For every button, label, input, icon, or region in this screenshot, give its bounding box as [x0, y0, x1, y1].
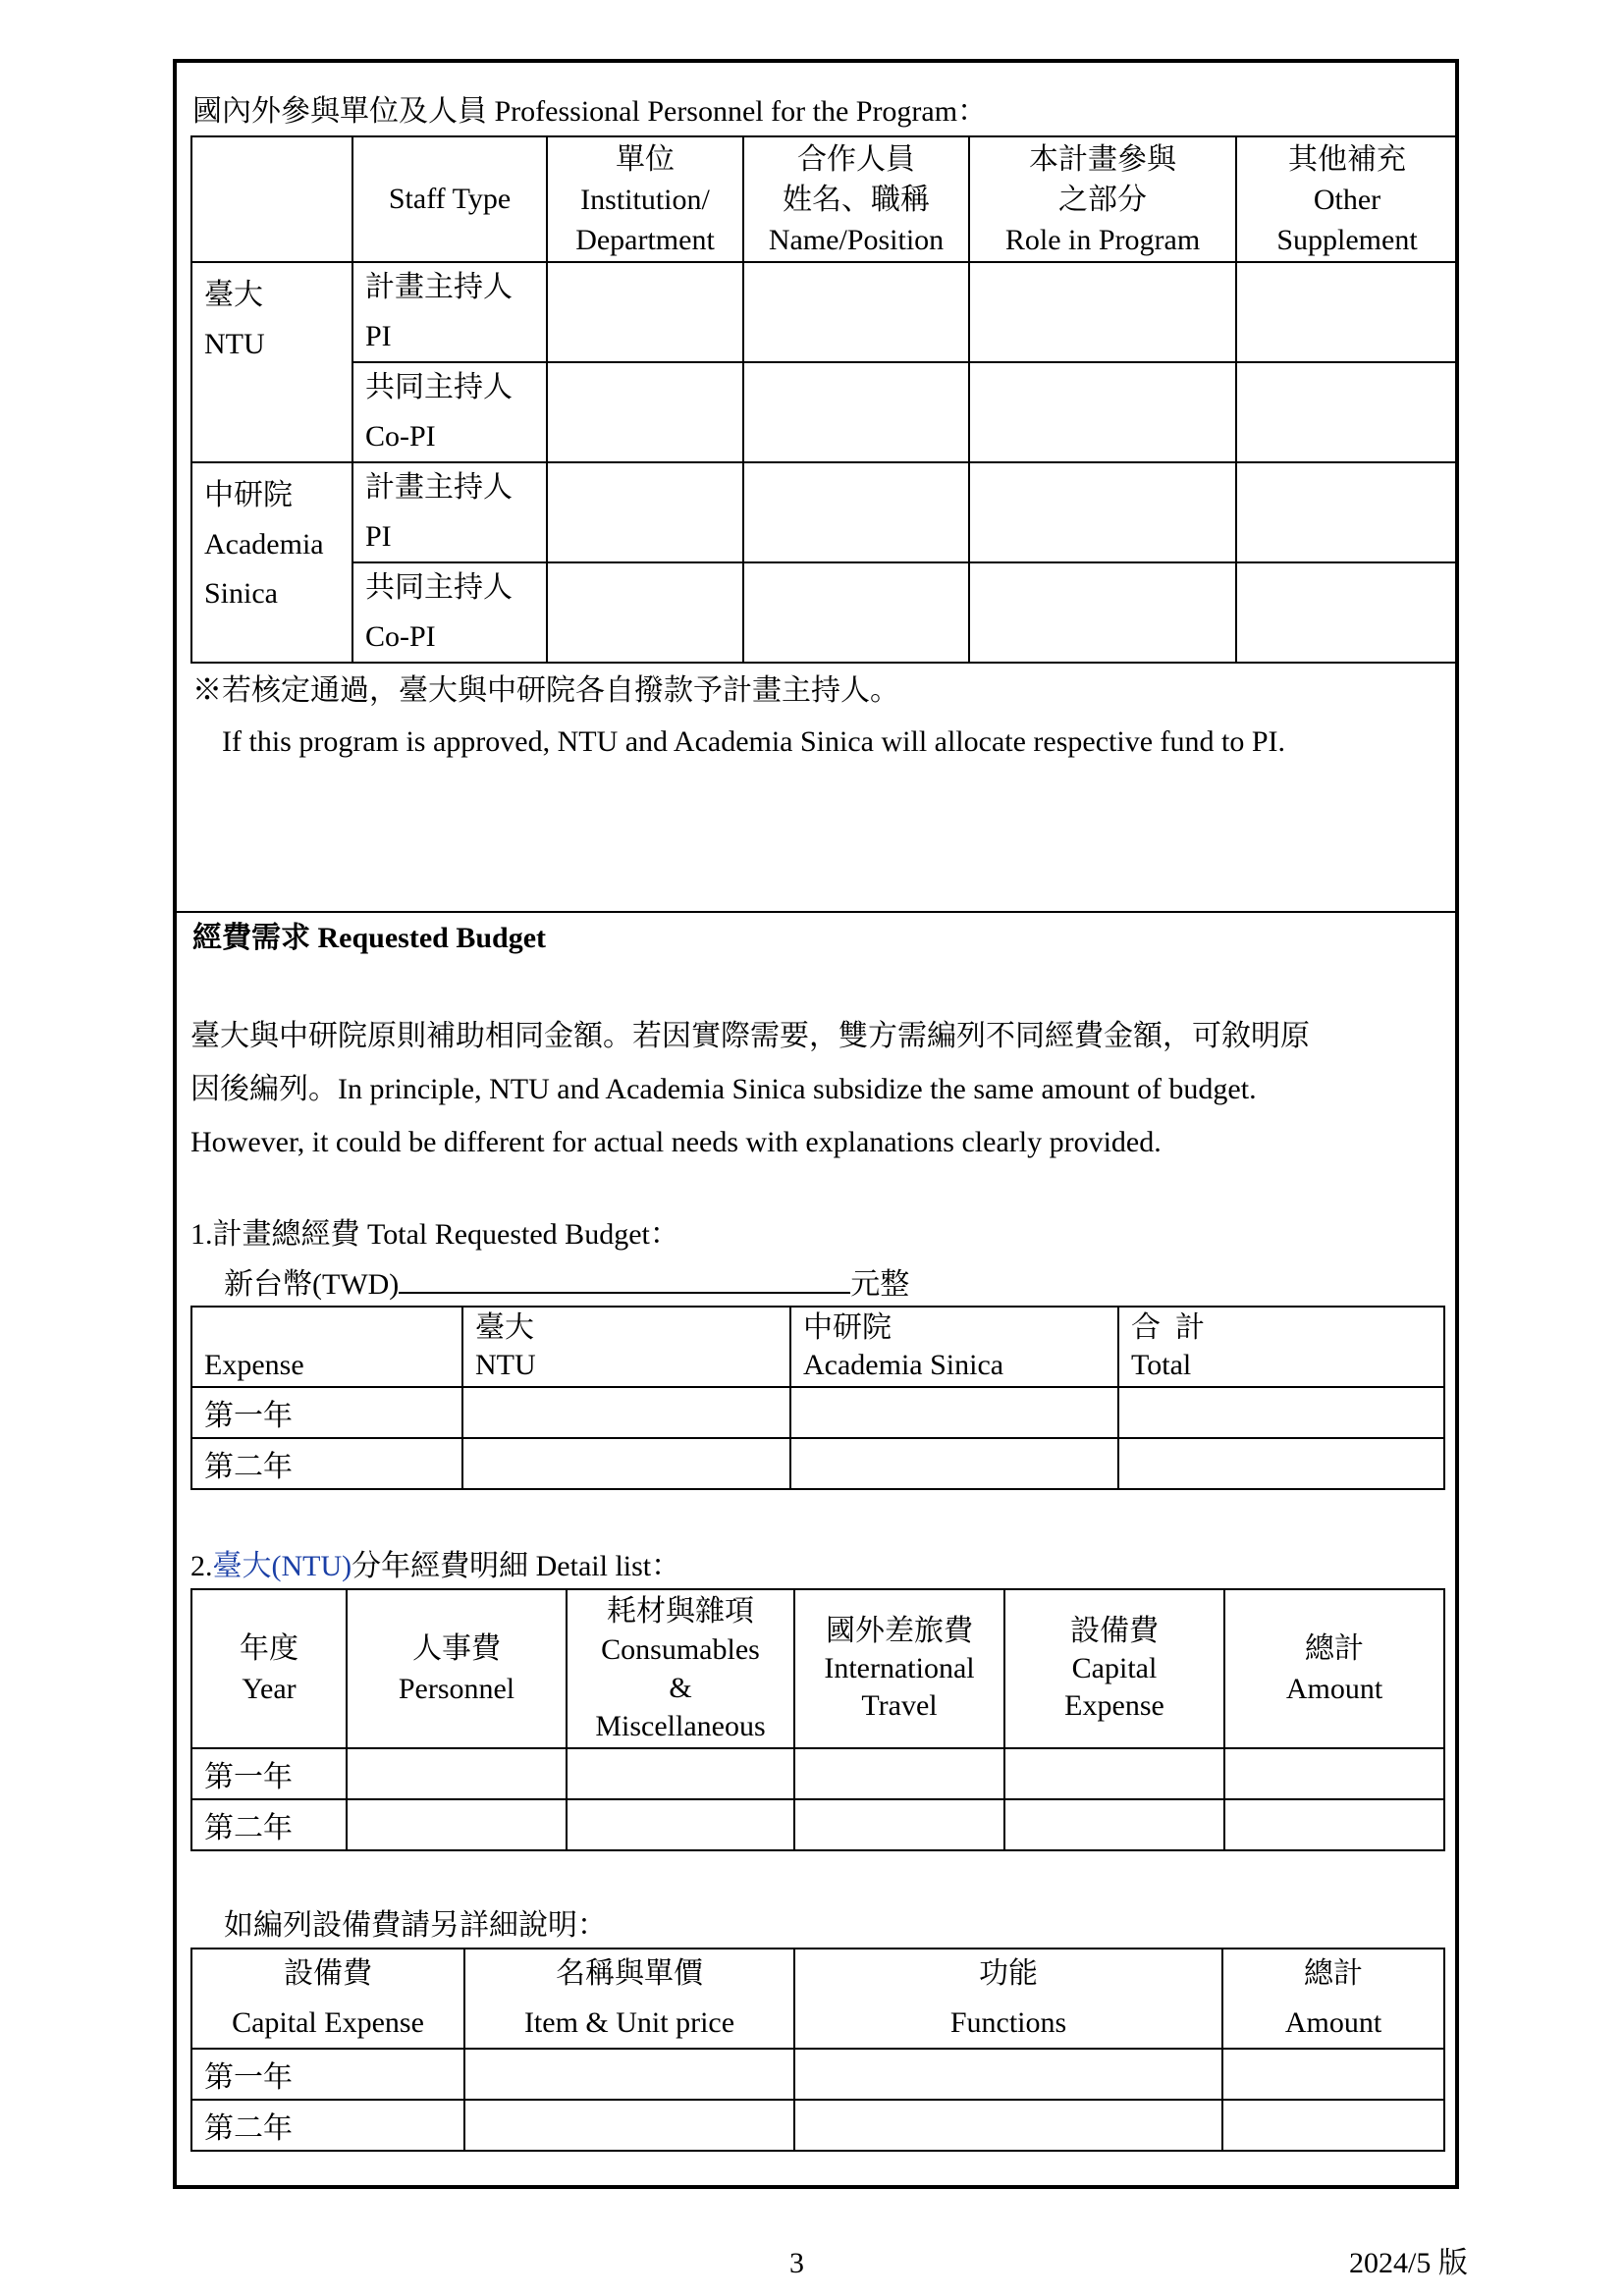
currency-amount-input[interactable] [399, 1264, 850, 1294]
pi-cell: 計畫主持人 PI [352, 462, 547, 562]
staff-type-header: Staff Type [352, 136, 547, 262]
travel-header: 國外差旅費 International Travel [794, 1589, 1004, 1748]
amount-header: 總計 Amount [1224, 1589, 1444, 1748]
other-header: 其他補充 Other Supplement [1236, 136, 1458, 262]
total-budget-title: 1.計畫總經費 Total Requested Budget： [190, 1218, 679, 1251]
page-number: 3 [789, 2247, 804, 2279]
capital-input[interactable] [1004, 1799, 1224, 1850]
currency-label: 新台幣(TWD) [224, 1268, 400, 1301]
role-input[interactable] [969, 262, 1236, 362]
total-amount-input[interactable] [1118, 1387, 1444, 1438]
capital-note: 如編列設備費請另詳細說明： [224, 1909, 607, 1942]
capital-expense-header: 設備費 Capital Expense [191, 1949, 464, 2049]
table-row [191, 2049, 1444, 2100]
functions-input[interactable] [794, 2100, 1222, 2151]
other-input[interactable] [1236, 262, 1458, 362]
pi-cell: 計畫主持人 PI [352, 262, 547, 362]
amount-input[interactable] [1222, 2049, 1444, 2100]
consumables-input[interactable] [567, 1799, 794, 1850]
detail-budget-table [190, 1588, 1445, 1851]
ntu-header: 臺大 NTU [462, 1307, 790, 1387]
institution-input[interactable] [547, 562, 743, 663]
detail-list-title [190, 1547, 680, 1586]
other-input[interactable] [1236, 362, 1458, 462]
role-header: 本計畫參與 之部分 Role in Program [969, 136, 1236, 262]
capital-header: 設備費 Capital Expense [1004, 1589, 1224, 1748]
total-header-row [191, 1307, 1444, 1387]
ntu-amount-input[interactable] [462, 1387, 790, 1438]
budget-heading-en: Requested Budget [317, 922, 547, 954]
version-label: 2024/5 版 [1349, 2247, 1468, 2279]
personnel-header-row [191, 136, 1458, 262]
item-input[interactable] [464, 2049, 794, 2100]
table-row [191, 462, 1458, 562]
table-row [191, 1387, 1444, 1438]
empty-header-cell [191, 136, 352, 262]
role-input[interactable] [969, 362, 1236, 462]
amount-header: 總計 Amount [1222, 1949, 1444, 2049]
name-position-input[interactable] [743, 362, 969, 462]
other-input[interactable] [1236, 562, 1458, 663]
other-input[interactable] [1236, 462, 1458, 562]
budget-paragraph-line3: However, it could be different for actual needs with explanations clearly provided. [190, 1126, 1162, 1158]
institution-header: 單位 Institution/ Department [547, 136, 743, 262]
year-label: 第二年 [191, 1438, 462, 1489]
year-label: 第一年 [191, 2049, 464, 2100]
name-position-input[interactable] [743, 262, 969, 362]
personnel-table [190, 135, 1459, 664]
academia-sinica-header: 中研院 Academia Sinica [790, 1307, 1118, 1387]
total-budget-table [190, 1306, 1445, 1490]
personnel-input[interactable] [347, 1748, 567, 1799]
detail-header-row [191, 1589, 1444, 1748]
table-row [191, 562, 1458, 663]
table-row [191, 1799, 1444, 1850]
ntu-amount-input[interactable] [462, 1438, 790, 1489]
role-input[interactable] [969, 562, 1236, 663]
budget-heading-zh: 經費需求 [192, 922, 310, 954]
institution-input[interactable] [547, 362, 743, 462]
copi-cell: 共同主持人 Co-PI [352, 362, 547, 462]
personnel-input[interactable] [347, 1799, 567, 1850]
table-row [191, 2100, 1444, 2151]
academia-sinica-amount-input[interactable] [790, 1387, 1118, 1438]
currency-suffix: 元整 [850, 1268, 910, 1301]
role-input[interactable] [969, 462, 1236, 562]
capital-header-row [191, 1949, 1444, 2049]
approval-note-zh: ※若核定通過，臺大與中研院各自撥款予計畫主持人。 [192, 674, 899, 707]
item-input[interactable] [464, 2100, 794, 2151]
section-divider [177, 911, 1455, 913]
item-unit-price-header: 名稱與單價 Item & Unit price [464, 1949, 794, 2049]
name-position-input[interactable] [743, 462, 969, 562]
ntu-link[interactable]: 臺大(NTU) [212, 1550, 352, 1582]
consumables-header: 耗材與雜項 Consumables & Miscellaneous [567, 1589, 794, 1748]
year-label: 第二年 [191, 1799, 347, 1850]
year-label: 第一年 [191, 1387, 462, 1438]
copi-cell: 共同主持人 Co-PI [352, 562, 547, 663]
amount-input[interactable] [1224, 1799, 1444, 1850]
year-label: 第二年 [191, 2100, 464, 2151]
amount-input[interactable] [1222, 2100, 1444, 2151]
institution-input[interactable] [547, 462, 743, 562]
academia-sinica-amount-input[interactable] [790, 1438, 1118, 1489]
total-header: 合 計 Total [1118, 1307, 1444, 1387]
table-row [191, 1748, 1444, 1799]
budget-heading [192, 919, 546, 958]
budget-paragraph-line2: 因後編列。In principle, NTU and Academia Sinica subsidize the same amount of budget. [190, 1073, 1257, 1105]
capital-input[interactable] [1004, 1748, 1224, 1799]
academia-sinica-cell: 中研院 Academia Sinica [191, 462, 352, 663]
detail-title-suffix: 分年經費明細 Detail list： [352, 1550, 681, 1582]
name-position-input[interactable] [743, 562, 969, 663]
year-header: 年度 Year [191, 1589, 347, 1748]
amount-input[interactable] [1224, 1748, 1444, 1799]
currency-line [224, 1264, 909, 1305]
functions-header: 功能 Functions [794, 1949, 1222, 2049]
consumables-input[interactable] [567, 1748, 794, 1799]
total-amount-input[interactable] [1118, 1438, 1444, 1489]
functions-input[interactable] [794, 2049, 1222, 2100]
name-position-header: 合作人員 姓名、職稱 Name/Position [743, 136, 969, 262]
table-row [191, 362, 1458, 462]
budget-paragraph-line1: 臺大與中研院原則補助相同金額。若因實際需要，雙方需編列不同經費金額，可敘明原 [190, 1020, 1310, 1052]
table-row [191, 262, 1458, 362]
year-label: 第一年 [191, 1748, 347, 1799]
personnel-header: 人事費 Personnel [347, 1589, 567, 1748]
capital-expense-table [190, 1948, 1445, 2152]
expense-header: Expense [191, 1307, 462, 1387]
table-row [191, 1438, 1444, 1489]
travel-input[interactable] [794, 1748, 1004, 1799]
approval-note-en: If this program is approved, NTU and Academia Sinica will allocate respective fund to PI. [222, 725, 1286, 758]
travel-input[interactable] [794, 1799, 1004, 1850]
institution-input[interactable] [547, 262, 743, 362]
personnel-title: 國內外參與單位及人員 Professional Personnel for the Program： [192, 95, 988, 128]
ntu-cell: 臺大 NTU [191, 262, 352, 462]
detail-title-prefix: 2. [190, 1550, 213, 1582]
